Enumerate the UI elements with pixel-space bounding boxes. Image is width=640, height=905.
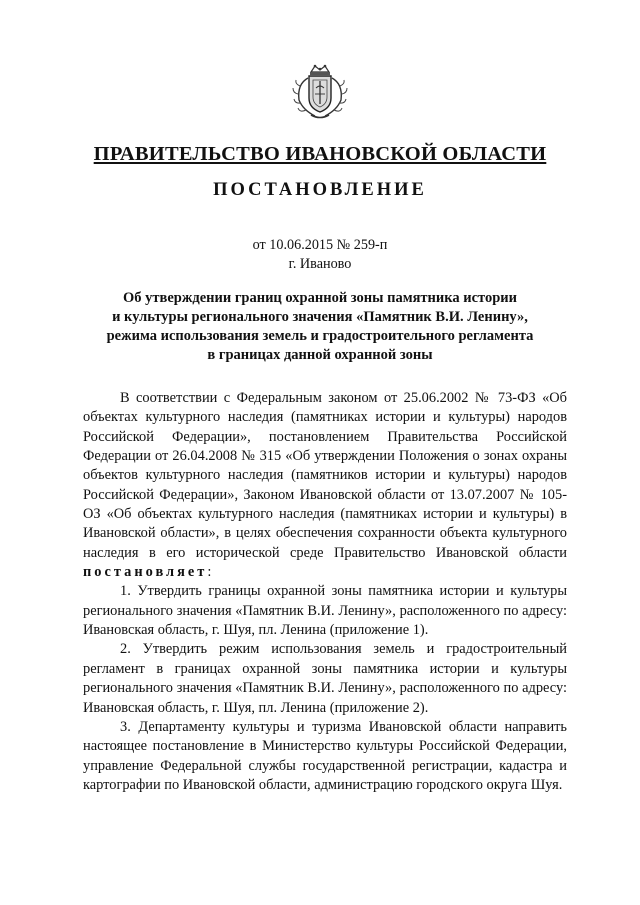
- document-body: [83, 389, 567, 795]
- subject-line: Об утверждении границ охранной зоны памятника истории: [122, 290, 517, 306]
- item-paragraph-3: 3. Департаменту культуры и туризма Ивановской области направить настоящее постановление в Министерство культуры Российской Федерации, управление Федеральной службы государственной регистрации, кадастра и картографии по Ивановской области, администрацию городского округа Шуя.: [83, 718, 567, 793]
- decree-word: постановляет: [83, 564, 208, 581]
- coat-of-arms-icon: [291, 62, 349, 122]
- item-paragraph-1: 1. Утвердить границы охранной зоны памятника истории и культуры регионального значения «Памятник В.И. Ленину», расположенного по адресу: Ивановская область, г. Шуя, пл. Ленина (приложение 1).: [83, 583, 567, 639]
- subject-line: и культуры регионального значения «Памятник В.И. Ленину»,: [112, 309, 528, 325]
- decree-suffix: :: [207, 564, 212, 581]
- preamble-paragraph: [83, 389, 567, 582]
- government-name: ПРАВИТЕЛЬСТВО ИВАНОВСКОЙ ОБЛАСТИ: [93, 143, 547, 165]
- preamble-text: В соответствии с Федеральным законом от 25.06.2002 № 73-ФЗ «Об объектах культурного наследия (памятниках истории и культуры) народов Российской Федерации», постановлением Правительства Российской Федерации от 26.04.2008 № 315 «Об утверждении Положения о зонах охраны объектов культурного наследия (памятников истории и культуры) народов Российской Федерации», Законом Ивановской области от 13.07.2007 № 105-ОЗ «Об объектах культурного наследия (памятниках истории и культуры) в Ивановской области», в целях обеспечения сохранности объекта культурного наследия в его исторической среде Правительство Ивановской области: [83, 390, 567, 561]
- date-and-number: от 10.06.2015 № 259-п: [252, 237, 388, 253]
- document-subject: [60, 289, 580, 365]
- document-type-title: ПОСТАНОВЛЕНИЕ: [213, 180, 427, 200]
- item-paragraph-2: 2. Утвердить режим использования земель и градостроительный регламент в границах охранной зоны памятника истории и культуры регионального значения «Памятник В.И. Ленину», расположенного по адресу: Ивановская область, г. Шуя, пл. Ленина (приложение 2).: [83, 641, 567, 716]
- city-name: г. Иваново: [288, 256, 352, 272]
- subject-line: в границах данной охранной зоны: [207, 347, 433, 363]
- subject-line: режима использования земель и градостроительного регламента: [106, 328, 534, 344]
